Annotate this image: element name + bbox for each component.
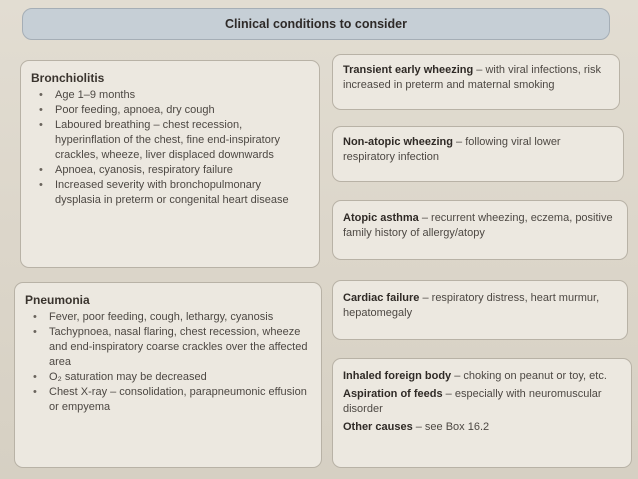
list-item: • Apnoea, cyanosis, respiratory failure — [31, 163, 309, 178]
term: Inhaled foreign body — [343, 370, 452, 382]
list-item: • Age 1–9 months — [31, 88, 309, 103]
other-conditions-box — [332, 358, 632, 468]
list-item: • Poor feeding, apnoea, dry cough — [31, 103, 309, 118]
bronchiolitis-title: Bronchiolitis — [31, 71, 105, 85]
desc: – with viral infections, risk increased in preterm and maternal smoking — [343, 64, 601, 91]
term: Other causes — [343, 421, 413, 433]
list-item: • O₂ saturation may be decreased — [25, 370, 311, 385]
bronchiolitis-list — [31, 88, 309, 208]
list-item: • Increased severity with bronchopulmonary dysplasia in preterm or congenital heart disease — [31, 178, 309, 208]
transient-wheezing-text — [343, 63, 609, 93]
bronchiolitis-box — [20, 60, 320, 268]
list-item: • Chest X-ray – consolidation, parapneumonic effusion or empyema — [25, 385, 311, 415]
non-atopic-text — [343, 135, 613, 165]
desc: – recurrent wheezing, eczema, positive family history of allergy/atopy — [343, 212, 613, 239]
pneumonia-list — [25, 310, 311, 415]
desc: – choking on peanut or toy, etc. — [451, 370, 607, 382]
transient-wheezing-box — [332, 54, 620, 110]
other-causes-text — [343, 420, 621, 435]
box-header — [22, 8, 610, 40]
desc: – following viral lower respiratory infection — [343, 136, 561, 163]
term: Aspiration of feeds — [343, 388, 443, 400]
list-item: • Fever, poor feeding, cough, lethargy, cyanosis — [25, 310, 311, 325]
pneumonia-title: Pneumonia — [25, 293, 90, 307]
atopic-asthma-box — [332, 200, 628, 260]
term: Transient early wheezing — [343, 64, 474, 76]
term: Non-atopic wheezing — [343, 136, 453, 148]
foreign-body-text — [343, 369, 621, 384]
list-item: • Laboured breathing – chest recession, hyperinflation of the chest, fine end-inspiratory crackles, wheeze, liver displaced downwards — [31, 118, 309, 163]
term: Cardiac failure — [343, 292, 420, 304]
desc: – see Box 16.2 — [412, 421, 490, 433]
term: Atopic asthma — [343, 212, 419, 224]
aspiration-text — [343, 387, 621, 417]
cardiac-failure-box — [332, 280, 628, 340]
desc: – especially with neuromuscular disorder — [343, 388, 602, 415]
non-atopic-box — [332, 126, 624, 182]
list-item: • Tachypnoea, nasal flaring, chest recession, wheeze and end-inspiratory coarse crackles over the affected area — [25, 325, 311, 370]
desc: – respiratory distress, heart murmur, hepatomegaly — [343, 292, 600, 319]
cardiac-failure-text — [343, 291, 617, 321]
header-title: Clinical conditions to consider — [225, 17, 407, 31]
atopic-asthma-text — [343, 211, 617, 241]
pneumonia-box — [14, 282, 322, 468]
